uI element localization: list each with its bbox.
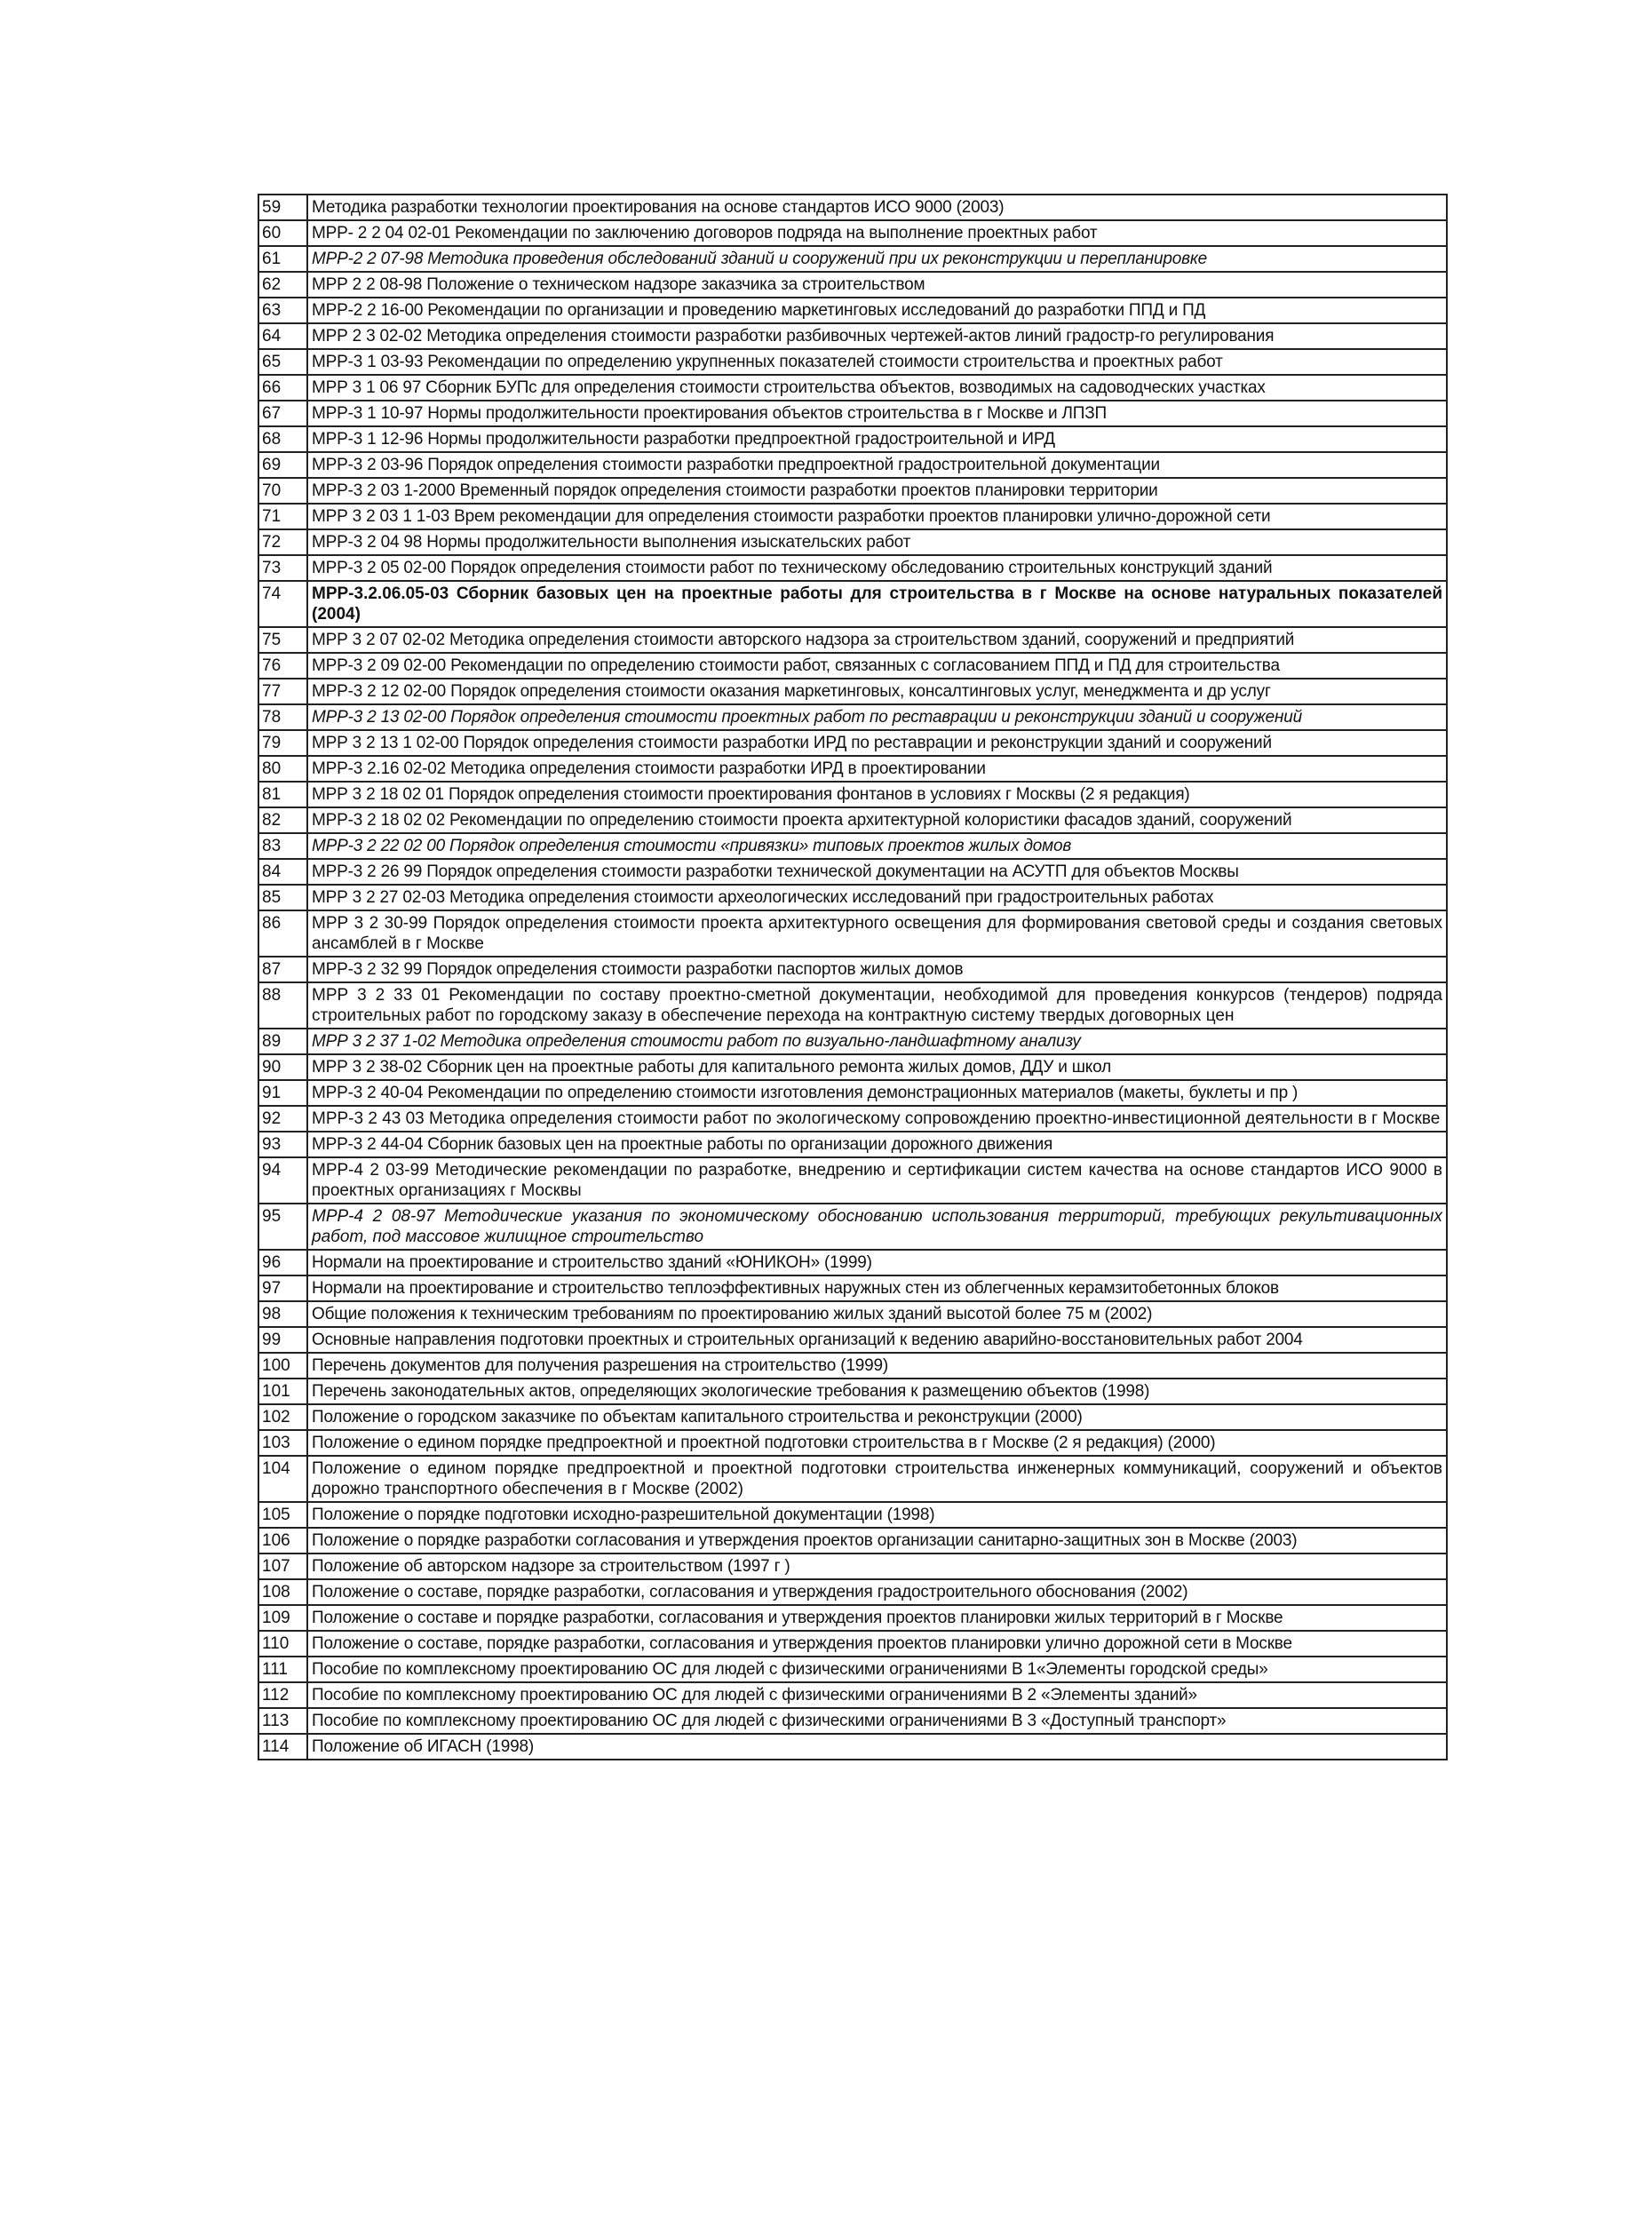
document-table-body (258, 195, 1447, 1760)
document-title: Положение о едином порядке предпроектной и проектной подготовки строительства инженерных коммуникаций, сооружений и объектов дорожно транспортного обеспечения в г Москве (2002) (307, 1456, 1447, 1502)
table-row (258, 1327, 1447, 1353)
table-row (258, 1275, 1447, 1301)
row-number: 99 (258, 1327, 307, 1353)
table-row (258, 1657, 1447, 1682)
row-number: 95 (258, 1204, 307, 1250)
table-row (258, 1502, 1447, 1528)
table-row (258, 401, 1447, 426)
document-title: Положение о едином порядке предпроектной и проектной подготовки строительства в г Москве (2 я редакция) (2000) (307, 1430, 1447, 1456)
document-title: МРР-2 2 16-00 Рекомендации по организации и проведению маркетинговых исследований до разработки ППД и ПД (307, 298, 1447, 323)
table-row (258, 1682, 1447, 1708)
document-title: МРР-3.2.06.05-03 Сборник базовых цен на проектные работы для строительства в г Москве на основе натуральных показателей (2004) (307, 581, 1447, 627)
row-number: 65 (258, 349, 307, 375)
document-title: Нормали на проектирование и строительство зданий «ЮНИКОН» (1999) (307, 1250, 1447, 1275)
document-title: МРР-3 1 03-93 Рекомендации по определению укрупненных показателей стоимости строительства и проектных работ (307, 349, 1447, 375)
document-title: МРР 3 2 27 02-03 Методика определения стоимости археологических исследований при градостроительных работах (307, 885, 1447, 910)
row-number: 85 (258, 885, 307, 910)
table-row (258, 859, 1447, 885)
document-title: МРР 3 2 18 02 01 Порядок определения стоимости проектирования фонтанов в условиях г Москвы (2 я редакция) (307, 782, 1447, 807)
row-number: 70 (258, 478, 307, 504)
document-table (258, 194, 1448, 1760)
row-number: 100 (258, 1353, 307, 1379)
row-number: 111 (258, 1657, 307, 1682)
document-title: Положение о составе, порядке разработки, согласования и утверждения градостроительного обоснования (2002) (307, 1579, 1447, 1605)
document-title: Положение о городском заказчике по объектам капитального строительства и реконструкции (2000) (307, 1404, 1447, 1430)
table-row (258, 1430, 1447, 1456)
table-row (258, 627, 1447, 653)
table-row (258, 885, 1447, 910)
row-number: 105 (258, 1502, 307, 1528)
document-title: Пособие по комплексному проектированию ОС для людей с физическими ограничениями В 3 «Доступный транспорт» (307, 1708, 1447, 1734)
document-title: МРР 3 2 33 01 Рекомендации по составу проектно-сметной документации, необходимой для проведения конкурсов (тендеров) подряда строительных работ по городскому заказу в обеспечение перехода на контрактную систему твердых договорных цен (307, 982, 1447, 1029)
document-title: МРР-3 2 13 02-00 Порядок определения стоимости проектных работ по реставрации и реконструкции зданий и сооружений (307, 704, 1447, 730)
document-title: Пособие по комплексному проектированию ОС для людей с физическими ограничениями В 1«Элементы городской среды» (307, 1657, 1447, 1682)
table-row (258, 195, 1447, 220)
row-number: 108 (258, 1579, 307, 1605)
row-number: 84 (258, 859, 307, 885)
document-title: Положение о порядке разработки согласования и утверждения проектов организации санитарно-защитных зон в Москве (2003) (307, 1528, 1447, 1554)
row-number: 113 (258, 1708, 307, 1734)
row-number: 64 (258, 323, 307, 349)
document-title: МРР 3 2 37 1-02 Методика определения стоимости работ по визуально-ландшафтному анализу (307, 1029, 1447, 1054)
document-title: МРР 3 2 30-99 Порядок определения стоимости проекта архитектурного освещения для формирования световой среды и создания световых ансамблей в г Москве (307, 910, 1447, 957)
row-number: 88 (258, 982, 307, 1029)
table-row (258, 452, 1447, 478)
document-title: Положение о составе и порядке разработки, согласования и утверждения проектов планировки жилых территорий в г Москве (307, 1605, 1447, 1631)
table-row (258, 298, 1447, 323)
table-row (258, 1554, 1447, 1579)
table-row (258, 1250, 1447, 1275)
table-row (258, 1528, 1447, 1554)
row-number: 92 (258, 1106, 307, 1132)
document-title: Основные направления подготовки проектных и строительных организаций к ведению аварийно-восстановительных работ 2004 (307, 1327, 1447, 1353)
document-title: МРР 2 3 02-02 Методика определения стоимости разработки разбивочных чертежей-актов линий градостр-го регулирования (307, 323, 1447, 349)
row-number: 89 (258, 1029, 307, 1054)
document-title: Положение об авторском надзоре за строительством (1997 г ) (307, 1554, 1447, 1579)
row-number: 77 (258, 679, 307, 704)
row-number: 83 (258, 833, 307, 859)
document-title: МРР 3 2 13 1 02-00 Порядок определения стоимости разработки ИРД по реставрации и реконструкции зданий и сооружений (307, 730, 1447, 756)
table-row (258, 807, 1447, 833)
row-number: 63 (258, 298, 307, 323)
row-number: 68 (258, 426, 307, 452)
document-title: МРР-3 2 09 02-00 Рекомендации по определению стоимости работ, связанных с согласованием ППД и ПД для строительства (307, 653, 1447, 679)
row-number: 114 (258, 1734, 307, 1760)
table-row (258, 1708, 1447, 1734)
document-title: Положение об ИГАСН (1998) (307, 1734, 1447, 1760)
table-row (258, 653, 1447, 679)
table-row (258, 1029, 1447, 1054)
row-number: 81 (258, 782, 307, 807)
document-title: МРР-3 2 03 1-2000 Временный порядок определения стоимости разработки проектов планировки территории (307, 478, 1447, 504)
document-title: МРР-3 2 40-04 Рекомендации по определению стоимости изготовления демонстрационных материалов (макеты, буклеты и пр ) (307, 1080, 1447, 1106)
row-number: 74 (258, 581, 307, 627)
row-number: 66 (258, 375, 307, 401)
document-title: МРР-3 2 18 02 02 Рекомендации по определению стоимости проекта архитектурной колористики фасадов зданий, сооружений (307, 807, 1447, 833)
table-row (258, 246, 1447, 272)
document-title: МРР-3 2 04 98 Нормы продолжительности выполнения изыскательских работ (307, 529, 1447, 555)
row-number: 73 (258, 555, 307, 581)
row-number: 87 (258, 957, 307, 982)
table-row (258, 504, 1447, 529)
document-title: МРР-3 2 26 99 Порядок определения стоимости разработки технической документации на АСУТП для объектов Москвы (307, 859, 1447, 885)
table-row (258, 1379, 1447, 1404)
table-row (258, 679, 1447, 704)
row-number: 59 (258, 195, 307, 220)
document-title: Перечень документов для получения разрешения на строительство (1999) (307, 1353, 1447, 1379)
row-number: 80 (258, 756, 307, 782)
document-title: МРР 3 1 06 97 Сборник БУПс для определения стоимости строительства объектов, возводимых на садоводческих участках (307, 375, 1447, 401)
table-row (258, 1054, 1447, 1080)
table-row (258, 375, 1447, 401)
row-number: 86 (258, 910, 307, 957)
document-title: Пособие по комплексному проектированию ОС для людей с физическими ограничениями В 2 «Элементы зданий» (307, 1682, 1447, 1708)
document-title: МРР-3 1 10-97 Нормы продолжительности проектирования объектов строительства в г Москве и ЛПЗП (307, 401, 1447, 426)
document-title: МРР-3 2.16 02-02 Методика определения стоимости разработки ИРД в проектировании (307, 756, 1447, 782)
document-title: МРР- 2 2 04 02-01 Рекомендации по заключению договоров подряда на выполнение проектных работ (307, 220, 1447, 246)
document-title: МРР-3 2 12 02-00 Порядок определения стоимости оказания маркетинговых, консалтинговых услуг, менеджмента и др услуг (307, 679, 1447, 704)
table-row (258, 1734, 1447, 1760)
document-title: Положение о порядке подготовки исходно-разрешительной документации (1998) (307, 1502, 1447, 1528)
row-number: 102 (258, 1404, 307, 1430)
document-title: МРР-3 2 43 03 Методика определения стоимости работ по экологическому сопровождению проектно-инвестиционной деятельности в г Москве (307, 1106, 1447, 1132)
table-row (258, 349, 1447, 375)
document-title: МРР-2 2 07-98 Методика проведения обследований зданий и сооружений при их реконструкции и перепланировке (307, 246, 1447, 272)
table-row (258, 833, 1447, 859)
row-number: 69 (258, 452, 307, 478)
document-title: Методика разработки технологии проектирования на основе стандартов ИСО 9000 (2003) (307, 195, 1447, 220)
row-number: 97 (258, 1275, 307, 1301)
row-number: 79 (258, 730, 307, 756)
table-row (258, 756, 1447, 782)
row-number: 82 (258, 807, 307, 833)
row-number: 78 (258, 704, 307, 730)
table-row (258, 220, 1447, 246)
document-title: МРР-4 2 08-97 Методические указания по экономическому обоснованию использования территорий, требующих рекультивационных работ, под массовое жилищное строительство (307, 1204, 1447, 1250)
table-row (258, 704, 1447, 730)
document-title: МРР 3 2 38-02 Сборник цен на проектные работы для капитального ремонта жилых домов, ДДУ и школ (307, 1054, 1447, 1080)
table-row (258, 581, 1447, 627)
document-title: МРР-3 2 44-04 Сборник базовых цен на проектные работы по организации дорожного движения (307, 1132, 1447, 1157)
table-row (258, 1106, 1447, 1132)
document-title: МРР 3 2 03 1 1-03 Врем рекомендации для определения стоимости разработки проектов планировки улично-дорожной сети (307, 504, 1447, 529)
row-number: 98 (258, 1301, 307, 1327)
table-row (258, 272, 1447, 298)
document-title: МРР 2 2 08-98 Положение о техническом надзоре заказчика за строительством (307, 272, 1447, 298)
row-number: 101 (258, 1379, 307, 1404)
table-row (258, 1157, 1447, 1204)
table-row (258, 782, 1447, 807)
row-number: 93 (258, 1132, 307, 1157)
table-row (258, 529, 1447, 555)
document-title: МРР-3 2 03-96 Порядок определения стоимости разработки предпроектной градостроительной документации (307, 452, 1447, 478)
document-title: МРР 3 2 07 02-02 Методика определения стоимости авторского надзора за строительством зданий, сооружений и предприятий (307, 627, 1447, 653)
table-row (258, 957, 1447, 982)
row-number: 106 (258, 1528, 307, 1554)
row-number: 72 (258, 529, 307, 555)
document-title: МРР-3 2 22 02 00 Порядок определения стоимости «привязки» типовых проектов жилых домов (307, 833, 1447, 859)
document-title: Перечень законодательных актов, определяющих экологические требования к размещению объектов (1998) (307, 1379, 1447, 1404)
row-number: 94 (258, 1157, 307, 1204)
row-number: 91 (258, 1080, 307, 1106)
row-number: 109 (258, 1605, 307, 1631)
row-number: 61 (258, 246, 307, 272)
table-row (258, 426, 1447, 452)
row-number: 67 (258, 401, 307, 426)
document-title: МРР-3 1 12-96 Нормы продолжительности разработки предпроектной градостроительной и ИРД (307, 426, 1447, 452)
table-row (258, 1579, 1447, 1605)
row-number: 76 (258, 653, 307, 679)
table-row (258, 555, 1447, 581)
table-row (258, 1353, 1447, 1379)
document-title: МРР-3 2 05 02-00 Порядок определения стоимости работ по техническому обследованию строительных конструкций зданий (307, 555, 1447, 581)
row-number: 96 (258, 1250, 307, 1275)
row-number: 110 (258, 1631, 307, 1657)
table-row (258, 910, 1447, 957)
table-row (258, 1456, 1447, 1502)
document-title: Общие положения к техническим требованиям по проектированию жилых зданий высотой более 75 м (2002) (307, 1301, 1447, 1327)
document-title: Нормали на проектирование и строительство теплоэффективных наружных стен из облегченных керамзитобетонных блоков (307, 1275, 1447, 1301)
row-number: 60 (258, 220, 307, 246)
row-number: 107 (258, 1554, 307, 1579)
table-row (258, 1080, 1447, 1106)
table-row (258, 478, 1447, 504)
row-number: 71 (258, 504, 307, 529)
table-row (258, 1605, 1447, 1631)
table-row (258, 1301, 1447, 1327)
row-number: 90 (258, 1054, 307, 1080)
table-row (258, 1631, 1447, 1657)
table-row (258, 1204, 1447, 1250)
table-row (258, 982, 1447, 1029)
row-number: 103 (258, 1430, 307, 1456)
table-row (258, 323, 1447, 349)
document-title: Положение о составе, порядке разработки, согласования и утверждения проектов планировки улично дорожной сети в Москве (307, 1631, 1447, 1657)
table-row (258, 1404, 1447, 1430)
row-number: 104 (258, 1456, 307, 1502)
row-number: 112 (258, 1682, 307, 1708)
document-title: МРР-3 2 32 99 Порядок определения стоимости разработки паспортов жилых домов (307, 957, 1447, 982)
row-number: 62 (258, 272, 307, 298)
table-row (258, 730, 1447, 756)
document-title: МРР-4 2 03-99 Методические рекомендации по разработке, внедрению и сертификации систем качества на основе стандартов ИСО 9000 в проектных организациях г Москвы (307, 1157, 1447, 1204)
row-number: 75 (258, 627, 307, 653)
table-row (258, 1132, 1447, 1157)
